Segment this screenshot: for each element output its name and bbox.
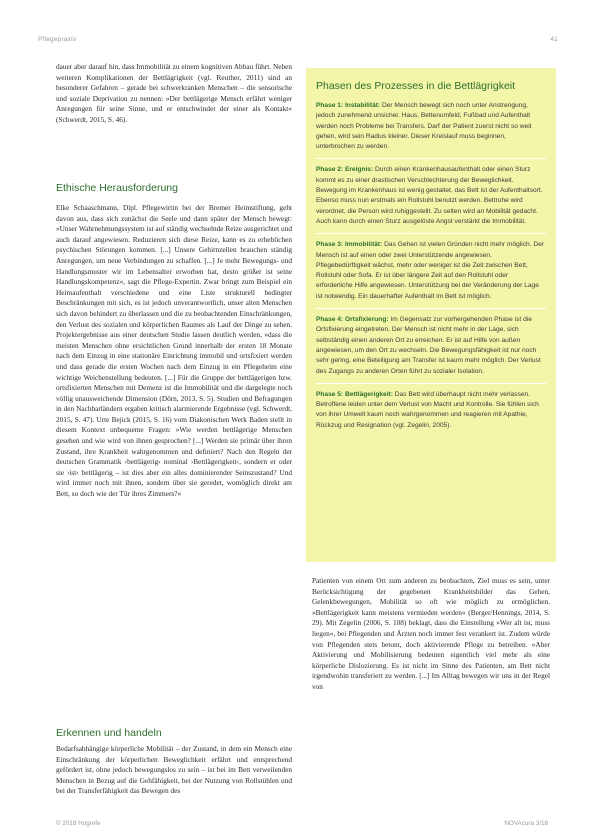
paragraph-recognize: Bedarfsabhängige körperliche Mobilität – der Zustand, in dem ein Mensch eine Einschränkung der körperlichen Beweglichkeit erfährt und entsprechend gefördert ist, ohne jedoch bewegungslos zu sein – ist bei im Bett verweilenden Menschen in Bezug auf die Gehfähigkeit, bei der Nutzung von Rollstühlen und bei der Transferfähigkeit das Bewegen des	[56, 744, 292, 796]
phase-4	[316, 315, 546, 377]
heading-ethical-challenge: Ethische Herausforderung	[56, 182, 178, 194]
phase-1	[316, 101, 546, 152]
phase-1-text: Der Mensch bewegt sich noch unter Anstrengung, jedoch zunehmend unsicher. Haus, Bettenumfeld, Fußbad und Aufenthalt werden noch Probleme bei Transfers. Darf der Patient zuerst nicht so weit gehen, wird sein Radius kleiner. Dieser Kreislauf muss beginnen, unterbrochen zu werden.	[316, 102, 532, 151]
divider	[316, 383, 546, 384]
running-header-left: Pflegepraxis	[38, 36, 77, 43]
phase-2	[316, 165, 546, 227]
left-column-ethics	[56, 203, 292, 500]
page-number: 41	[550, 36, 558, 43]
phases-info-box	[306, 68, 556, 562]
paragraph-right: Patienten von einem Ort zum anderen zu beobachten, Ziel muss es sein, unter Berücksichtigung der gegebenen Krankheitsbilder das Gehen, Gelenkbewegungen, Mobilität so oft wie möglich zu ermöglichen. »Bettlägerigkeit kann meistens vermieden werden« (Berger/Hennings, 2014, S. 29). Mit Zegelin (2006, S. 108) beklagt, dass die Einstellung »Wer alt ist, muss liegen«, bei Pflegenden und Ärzten noch immer fest verankert ist. Zudem würde von Pflegenden stets betont, doch aktivierende Pflege zu betreiben. »Aber Aktivierung und Mobilisierung bedeuten eigentlich viel mehr als eine körperliche Dislozierung. Es ist nicht im Sinne des Patienten, am Bett nicht irgendwohin transferiert zu werden. [...] Im Alltag bewegen wir uns in der Regel von	[312, 576, 550, 691]
phases-box-title: Phasen des Prozesses in die Bettlägrigkeit	[316, 80, 516, 92]
phase-3-label: Phase 3: Immobilität:	[316, 241, 383, 249]
left-column-intro	[56, 62, 292, 126]
phase-1-label: Phase 1: Instabilität:	[316, 102, 381, 109]
footer-issue: NOVAcura 3/18	[504, 820, 548, 827]
paragraph-intro: dauer aber darauf hin, dass Immobilität zu einem kognitiven Abbau führt. Neben weiteren Komplikationen der Bettlägrigkeit (vgl. Reuther, 2011) sind an besonderer Gefahren – gerade bei schwerkranken Menschen – die sensorische und soziale Deprivation zu nennen: »Der bettlägerige Mensch erfährt weniger Anregungen für seine Sinne, und er entschwindet der einer als Kontakt« (Schwerdt, 2015, S. 46).	[56, 62, 292, 124]
phase-2-text: Durch einen Krankenhausaufenthalt oder einen Sturz kommt es zu einer drastischen Verschlechterung der Beweglichkeit. Bewegung im Krankenhaus ist wenig gestaltet, das Bett ist der Aufenthaltsort. Ebenso muss nun erstmals ein Rollstuhl benutzt werden. Bettruhe wird verordnet, die Person wird ruhiggestellt. Zu selten wird an Mobilität gedacht. Auch kann durch einen Sturz ausgelöste Angst verstärkt die Immobilität.	[316, 166, 543, 225]
divider	[316, 158, 546, 159]
divider	[316, 233, 546, 234]
right-column-body	[312, 576, 550, 693]
phase-5-label: Phase 5: Bettlägerigkeit:	[316, 390, 393, 398]
phase-3	[316, 240, 546, 302]
phase-3-text: Das Gehen ist vielen Gründen nicht mehr möglich. Der Mensch ist auf einen oder zwei Unterstützende angewiesen. Pflegebedürftigkeit wächst, mehr oder weniger ist die Zeit zwischen Bett, Rollstuhl oder Sofa. Er ist über längere Zeit auf den Rollstuhl oder erforderliche Hilfe angewiesen. Unterstützung bei der Veränderung der Lage ist notwendig. Ein dauerhafter Aufenthalt im Bett ist möglich.	[316, 241, 544, 300]
heading-recognize-act: Erkennen und handeln	[56, 727, 162, 739]
phase-5-text: Das Bett wird überhaupt nicht mehr verlassen. Betroffene leiden unter dem Verlust von Macht und Kontrolle. Sie fühlen sich von ihrer Umwelt kaum noch wahrgenommen und reagieren mit Apathie, Rückzug und Resignation (vgl. Zegelin, 2005).	[316, 390, 539, 429]
paragraph-ethics: Elke Schaaschmann, Dipl. Pflegewirtin bei der Bremer Heimstiftung, geht davon aus, dass sich zunächst die Seele und dann später der Mensch bewegt: »Unser Wahrnehmungssystem ist auf ständig wechselnde Reize ausgerichtet und auch darauf angewiesen. Reduzieren sich diese Reize, kann es zu erheblichen psychischen Störungen kommen. [...] Unsere Gehirnzellen brauchen ständig Anregungen, um neue Verbindungen zu schaffen. [...] Je mehr Bewegungs- und Handlungsmuster wir im Lebensalter erworben hat, desto größer ist seine Handlungskompetenz«, sagt die Pflege-Expertin. Zwar bringt zum Beispiel ein Heimaufenthalt verschiedene und eine Liste strukturell bedingter Beschränkungen mit sich, es ist jedoch unverantwortlich, unser alten Menschen sich davon behindert zu überlassen und die zu beobachtenden Einschränkungen, den Verlust des sozialen und körperlichen Raumes als Lauf der Dinge zu sehen. Projektergebnisse aus einer deutschen Studie lassen deutlich werden, »dass die meisten Menschen ohne ersichtlichen Grund innerhalb der ersten 18 Monate nach dem Einzug in eine stationäre Einrichtung immobil und ortsfixiert werden und dass gerade die ersten Wochen nach dem Einzug in ein Pflegeheim eine wichtige Weichenstellung bedeuten. [...] Für die Gruppe der bettlägerigen bzw. ortsfixierten Menschen mit Demenz ist die Immobilität und die dargelegte noch völlig unausweichende Dimension (Dörn, 2013, S. 5). Studien und Befragungen in den Nachbarländern ergaben kritisch alarmierende Ergebnisse (vgl. Schwerdt, 2015, S. 47). Urte Bejick (2015, S. 16) vom Diakonischen Werk Baden stellt in diesem Kontext unbequeme Fragen: »Wie werden bettlägerige Menschen gesehen und wie wird von ihnen gesprochen? [...] Werden sie primär über ihren Zustand, ihre Krankheit wahrgenommen und definiert? Nach den Regeln der deutschen Grammatik ›bettlägerig‹ nominal ›Bettlägerigkeit‹, sondern er oder sie ›ist‹ bettlägerig – ist dies aber ein alles dominierender Seinszustand? Und wird immer noch mit ihnen, sondern über sie geredet, womöglich direkt am Bett, so doch wie der Tür ihres Zimmers?«	[56, 203, 292, 499]
divider	[316, 308, 546, 309]
footer-copyright: © 2018 Hogrefe	[56, 820, 101, 827]
phase-5	[316, 390, 546, 431]
phase-4-label: Phase 4: Ortsfixierung:	[316, 316, 389, 324]
left-column-recognize	[56, 744, 292, 797]
phase-4-text: Im Gegensatz zur vorhergehenden Phase ist die Ortsfixierung eingetreten. Der Mensch ist nicht mehr in der Lage, sich selbständig einen anderen Ort zu erreichen. Er ist auf Hilfe von außen angewiesen, um den Ort zu wechseln. Die Bewegungsfähigkeit ist nur noch sehr gering, eine Beteiligung am Transfer ist kaum mehr möglich. Der Verlust des Zugangs zu anderen Orten führt zu sozialer Isolation.	[316, 316, 541, 375]
phase-2-label: Phase 2: Ereignis:	[316, 166, 374, 174]
